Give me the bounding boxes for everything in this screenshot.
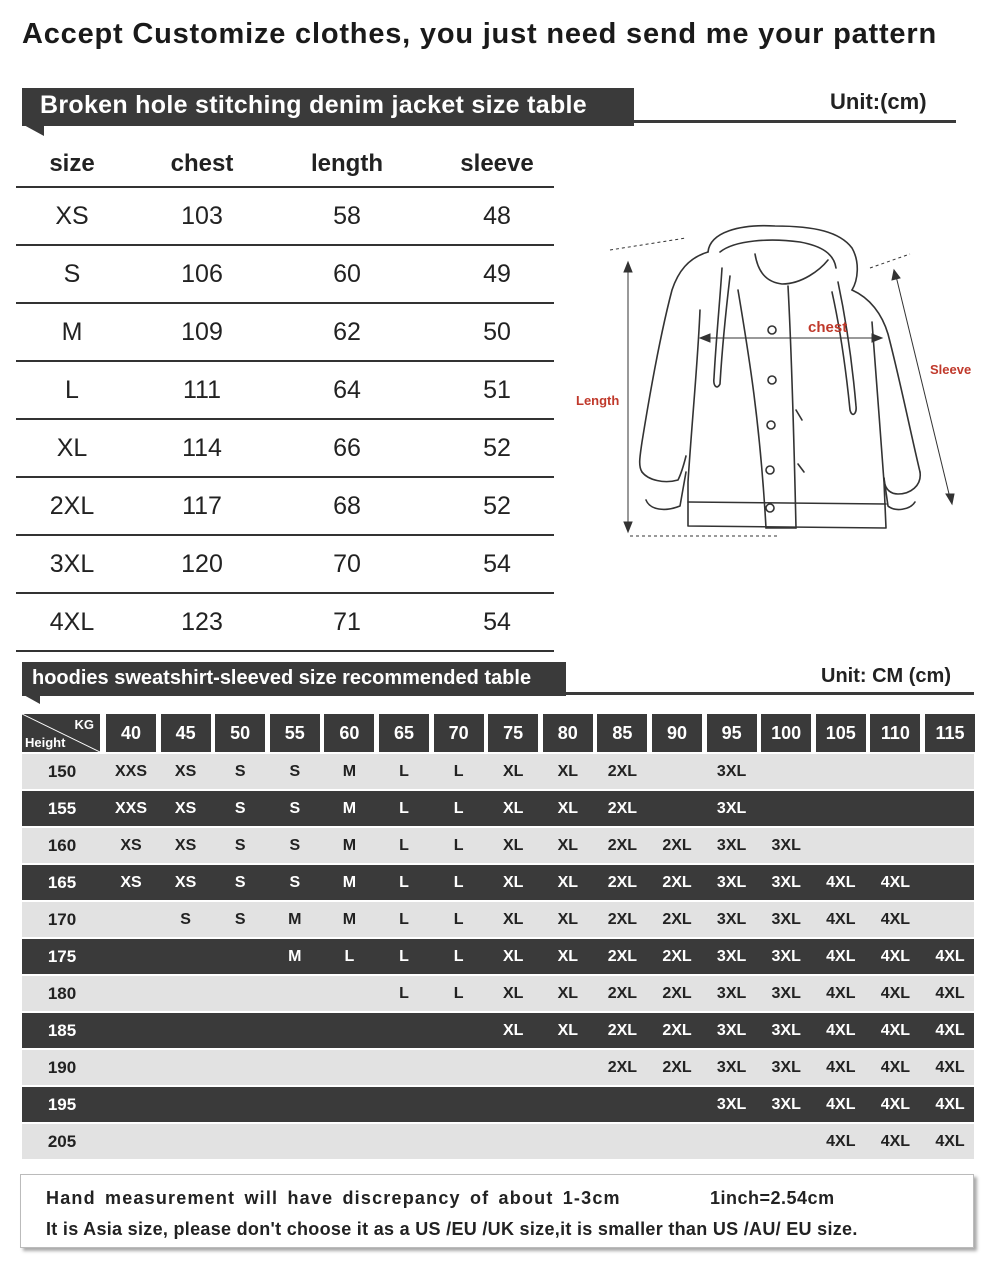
chest-label: chest: [808, 319, 848, 336]
height-cell: 175: [47, 947, 77, 966]
recommend-unit-label: Unit: CM (cm): [821, 665, 951, 687]
length-cell: 68: [333, 492, 361, 520]
size-cell: 2XL: [662, 1022, 692, 1039]
recommend-banner-underline: [566, 692, 974, 695]
table-row: [16, 420, 554, 478]
chest-cell: 106: [181, 260, 223, 288]
chest-arrow-right: [872, 334, 882, 342]
size-cell: L: [453, 948, 464, 965]
torso-outline: [688, 310, 886, 528]
weight-header-cell: 70: [434, 714, 484, 752]
size-cell: 3XL: [771, 1022, 801, 1039]
header-chest: chest: [170, 150, 234, 177]
size-cell: 3XL: [716, 911, 747, 928]
length-label: Length: [576, 393, 620, 408]
size-cell: 2XL: [607, 911, 638, 928]
size-cell: 2XL: [607, 800, 638, 817]
table-row: [22, 865, 974, 900]
size-cell: 3XL: [771, 985, 801, 1002]
weight-header-cell: 55: [270, 714, 320, 752]
size-cell: M: [342, 874, 357, 891]
height-cell: 185: [47, 1021, 77, 1040]
hood-inner: [720, 240, 836, 268]
hood-opening: [755, 254, 828, 284]
weight-header-cell: 90: [652, 714, 702, 752]
size-cell: 4XL: [880, 1022, 911, 1039]
size-cell: 2XL: [607, 985, 638, 1002]
size-cell: S: [234, 800, 246, 817]
size-cell: XL: [56, 434, 88, 462]
size-cell: 3XL: [716, 837, 747, 854]
length-cell: 58: [333, 202, 361, 230]
size-cell: S: [289, 874, 301, 891]
size-cell: 4XL: [935, 1059, 965, 1076]
left-placket: [738, 290, 766, 528]
size-cell: L: [453, 763, 464, 780]
size-cell: 4XL: [880, 1096, 911, 1113]
table-row: [22, 754, 974, 789]
button: [768, 326, 776, 334]
recommend-section-title: hoodies sweatshirt-sleeved size recommended table: [32, 667, 532, 689]
size-cell: L: [399, 837, 409, 854]
size-cell: M: [342, 763, 357, 780]
size-cell: XL: [502, 1022, 524, 1039]
sleeve-arrow-bottom: [946, 494, 954, 504]
chest-cell: 120: [181, 550, 223, 578]
measurement-note: Hand measurement will have discrepancy of about 1-3cm: [46, 1188, 621, 1208]
size-cell: 4XL: [826, 948, 856, 965]
size-cell: L: [399, 800, 409, 817]
jacket-section-title: Broken hole stitching denim jacket size table: [40, 91, 587, 119]
size-cell: XS: [174, 874, 197, 891]
size-cell: 4XL: [880, 985, 911, 1002]
pocket-slit: [796, 410, 802, 420]
table-row: [16, 304, 554, 362]
size-cell: 4XL: [935, 1096, 965, 1113]
size-cell: L: [453, 800, 464, 817]
chest-cell: 117: [182, 492, 222, 520]
size-cell: 3XL: [716, 763, 747, 780]
height-cell: 170: [47, 910, 77, 929]
table-row: [22, 1050, 974, 1085]
size-cell: 3XL: [716, 1059, 747, 1076]
left-cuff-lower: [646, 472, 686, 509]
height-cell: 155: [47, 799, 77, 818]
jacket-unit-label: Unit:(cm): [830, 89, 927, 114]
size-cell: XL: [502, 874, 524, 891]
height-label: Height: [25, 735, 66, 750]
header-size: size: [49, 150, 95, 177]
size-cell: L: [399, 911, 409, 928]
chest-cell: 111: [182, 376, 221, 404]
size-cell: XL: [557, 837, 579, 854]
length-cell: 62: [333, 318, 361, 346]
size-cell: 4XL: [880, 874, 911, 891]
height-cell: 165: [47, 873, 77, 892]
button: [767, 421, 775, 429]
size-cell: 4XL: [880, 911, 911, 928]
weight-header-cell: 40: [106, 714, 156, 752]
size-cell: L: [65, 376, 79, 404]
kg-label: KG: [74, 717, 94, 732]
size-cell: 3XL: [771, 837, 801, 854]
size-cell: 3XL: [771, 911, 801, 928]
button: [768, 376, 776, 384]
size-cell: M: [288, 911, 302, 928]
size-cell: 3XL: [771, 874, 801, 891]
length-cell: 66: [333, 434, 361, 462]
jacket-diagram: [570, 210, 990, 560]
height-cell: 205: [47, 1132, 77, 1151]
chest-arrow-left: [700, 334, 710, 342]
size-cell: XS: [120, 874, 142, 891]
right-cuff: [884, 472, 920, 494]
left-sleeve-outer: [640, 252, 708, 472]
size-cell: L: [453, 837, 464, 854]
jacket-banner-underline: [634, 120, 956, 123]
size-cell: S: [234, 874, 246, 891]
size-cell: 2XL: [662, 985, 692, 1002]
size-cell: M: [61, 318, 83, 346]
size-cell: XL: [502, 985, 524, 1002]
weight-header-cell: 50: [215, 714, 265, 752]
size-cell: 2XL: [662, 1059, 692, 1076]
size-cell: XS: [120, 837, 142, 854]
size-cell: XS: [174, 763, 197, 780]
header-length: length: [311, 150, 383, 177]
size-cell: S: [180, 911, 191, 928]
size-cell: L: [399, 948, 409, 965]
sleeve-arrow-top: [892, 270, 900, 280]
table-row: [16, 478, 554, 536]
size-cell: 2XL: [607, 837, 638, 854]
table-row: [22, 1013, 974, 1048]
size-cell: 4XL: [826, 985, 856, 1002]
size-cell: XS: [174, 800, 197, 817]
size-cell: L: [399, 874, 409, 891]
left-drawstring: [714, 268, 730, 387]
size-cell: XL: [502, 763, 524, 780]
length-arrow-bottom: [624, 522, 632, 532]
size-cell: S: [289, 837, 301, 854]
size-cell: S: [289, 800, 301, 817]
size-cell: XL: [557, 800, 579, 817]
sleeve-cell: 49: [483, 260, 511, 288]
size-cell: 3XL: [716, 985, 747, 1002]
sleeve-cell: 51: [483, 376, 511, 404]
size-cell: XS: [174, 837, 197, 854]
sleeve-cell: 50: [483, 318, 511, 346]
size-cell: 2XL: [662, 837, 692, 854]
sleeve-guide-top: [870, 254, 910, 268]
table-row: [16, 594, 554, 652]
chest-cell: 109: [181, 318, 223, 346]
height-cell: 195: [47, 1095, 77, 1114]
sleeve-cell: 48: [483, 202, 511, 230]
chest-cell: 123: [181, 608, 223, 636]
size-cell: L: [399, 763, 409, 780]
size-cell: S: [234, 763, 246, 780]
pocket-slit: [798, 464, 804, 472]
height-cell: 190: [47, 1058, 77, 1077]
size-cell: L: [453, 985, 464, 1002]
size-cell: 2XL: [49, 492, 95, 520]
table-row: [16, 246, 554, 304]
grid-corner-cell: [22, 714, 100, 752]
size-cell: 3XL: [716, 948, 747, 965]
size-cell: 4XL: [826, 911, 856, 928]
table-row: [16, 536, 554, 594]
height-cell: 180: [47, 984, 77, 1003]
size-cell: L: [399, 985, 409, 1002]
weight-header-cell: 45: [161, 714, 211, 752]
height-cell: 150: [47, 762, 77, 781]
size-cell: S: [289, 763, 301, 780]
size-cell: 3XL: [716, 874, 747, 891]
size-cell: XL: [557, 874, 579, 891]
page-headline: Accept Customize clothes, you just need send me your pattern: [22, 18, 937, 50]
left-cuff: [642, 456, 686, 482]
size-cell: XL: [502, 911, 524, 928]
length-guide-top: [610, 238, 686, 250]
table-row: [22, 939, 974, 974]
size-cell: L: [344, 948, 355, 965]
size-cell: 4XL: [935, 1022, 965, 1039]
size-cell: 4XL: [935, 1133, 965, 1150]
sleeve-cell: 54: [483, 608, 511, 636]
sleeve-cell: 52: [483, 434, 511, 462]
size-cell: 3XL: [771, 1096, 801, 1113]
jacket-banner-tail: [22, 124, 44, 136]
size-cell: 2XL: [607, 1059, 638, 1076]
sleeve-measure-line: [896, 276, 950, 498]
size-cell: S: [234, 837, 246, 854]
size-cell: 3XL: [716, 1096, 747, 1113]
recommend-banner-tail: [22, 694, 40, 704]
length-arrow-top: [624, 262, 632, 272]
size-cell: L: [453, 874, 464, 891]
size-cell: 4XL: [826, 874, 856, 891]
size-cell: 3XL: [49, 550, 95, 578]
recommend-size-grid: [22, 714, 974, 1159]
recommend-grid-body: [22, 754, 974, 1159]
size-cell: 2XL: [662, 948, 692, 965]
size-cell: 3XL: [716, 800, 747, 817]
size-cell: 4XL: [880, 1133, 911, 1150]
size-cell: 3XL: [771, 1059, 801, 1076]
table-row: [16, 188, 554, 246]
table-row: [22, 902, 974, 937]
weight-header-cell: 65: [379, 714, 429, 752]
table-row: [16, 362, 554, 420]
size-cell: M: [288, 948, 302, 965]
inch-conversion-note: 1inch=2.54cm: [710, 1188, 835, 1208]
size-cell: 4XL: [49, 608, 95, 636]
weight-header-cell: 100: [761, 714, 811, 752]
size-cell: 2XL: [607, 763, 638, 780]
jacket-size-table: [16, 142, 554, 652]
table-row: [22, 1087, 974, 1122]
size-cell: 2XL: [607, 1022, 638, 1039]
hem-line: [688, 502, 886, 504]
length-cell: 64: [333, 376, 361, 404]
size-cell: 3XL: [771, 948, 801, 965]
jacket-table-header: [16, 142, 554, 188]
size-cell: 4XL: [935, 948, 965, 965]
size-cell: S: [63, 260, 81, 288]
size-cell: 4XL: [935, 985, 965, 1002]
size-cell: XL: [557, 985, 579, 1002]
size-cell: 2XL: [662, 874, 692, 891]
button: [766, 466, 774, 474]
chest-cell: 103: [181, 202, 223, 230]
table-row: [22, 1124, 974, 1159]
size-cell: 4XL: [826, 1059, 856, 1076]
size-cell: M: [342, 837, 357, 854]
hood-outline: [708, 226, 857, 290]
right-drawstring: [832, 282, 856, 414]
size-cell: XL: [502, 800, 524, 817]
weight-header-cell: 75: [488, 714, 538, 752]
size-cell: XL: [502, 837, 524, 854]
size-cell: XL: [557, 948, 579, 965]
weight-header-cell: 105: [816, 714, 866, 752]
size-cell: XXS: [114, 800, 147, 817]
length-cell: 60: [333, 260, 361, 288]
button: [766, 504, 774, 512]
size-cell: 3XL: [716, 1022, 747, 1039]
sleeve-label: Sleeve: [930, 362, 972, 377]
height-cell: 160: [47, 836, 77, 855]
sleeve-cell: 54: [483, 550, 511, 578]
weight-header-cell: 95: [707, 714, 757, 752]
size-cell: XL: [557, 911, 579, 928]
size-cell: M: [342, 800, 357, 817]
size-cell: XS: [55, 202, 89, 230]
size-cell: 4XL: [880, 1059, 911, 1076]
weight-header-cell: 115: [925, 714, 975, 752]
size-cell: 2XL: [607, 948, 638, 965]
size-cell: 4XL: [826, 1022, 856, 1039]
length-cell: 71: [333, 608, 361, 636]
table-row: [22, 791, 974, 826]
sleeve-cell: 52: [483, 492, 511, 520]
table-row: [22, 828, 974, 863]
length-cell: 70: [333, 550, 361, 578]
weight-header-cell: 80: [543, 714, 593, 752]
size-cell: M: [342, 911, 357, 928]
weight-header-cell: 110: [870, 714, 920, 752]
size-cell: 4XL: [826, 1133, 856, 1150]
size-cell: 4XL: [826, 1096, 856, 1113]
weight-header-row: [22, 714, 974, 752]
right-sleeve-outer: [852, 290, 920, 472]
weight-header-cell: 85: [597, 714, 647, 752]
header-sleeve: sleeve: [460, 150, 534, 177]
table-row: [22, 976, 974, 1011]
size-cell: 4XL: [880, 948, 911, 965]
size-cell: S: [234, 911, 246, 928]
size-cell: XL: [557, 763, 579, 780]
chest-cell: 114: [182, 434, 222, 462]
size-cell: 2XL: [607, 874, 638, 891]
size-cell: L: [453, 911, 464, 928]
asia-size-note: It is Asia size, please don't choose it as a US /EU /UK size,it is smaller than US /AU/ EU size.: [46, 1219, 858, 1239]
size-cell: XL: [557, 1022, 579, 1039]
right-placket: [788, 286, 796, 528]
size-cell: XL: [502, 948, 524, 965]
size-cell: XXS: [114, 763, 147, 780]
weight-header-cell: 60: [324, 714, 374, 752]
size-cell: 2XL: [662, 911, 692, 928]
